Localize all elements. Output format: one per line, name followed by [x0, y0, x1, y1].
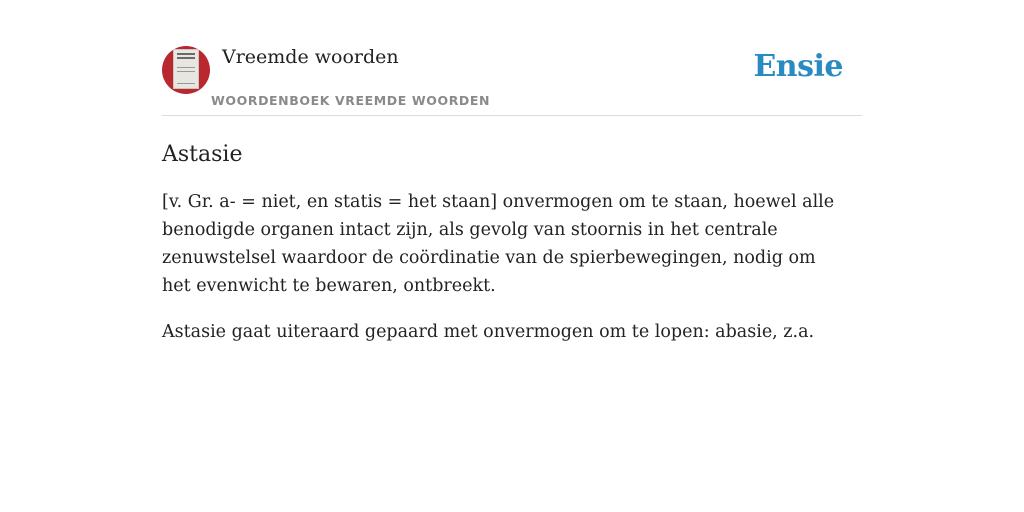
book-cover-icon — [173, 49, 199, 89]
dictionary-subtitle: WOORDENBOEK VREEMDE WOORDEN — [211, 93, 491, 108]
ensie-logo-link[interactable]: Ensie — [753, 49, 843, 84]
entry-paragraph: [v. Gr. a- = niet, en statis = het staan] onvermogen om te staan, hoewel alle benodigde organen intact zijn, als gevolg van stoornis in het centrale zenuwstelsel waardoor de coördinatie van de spierbewegingen, nodig om het evenwicht te bewaren, ontbreekt. — [162, 192, 835, 296]
dictionary-cover-logo-icon[interactable] — [162, 46, 210, 94]
entry-body — [162, 188, 862, 346]
page-container — [162, 40, 862, 346]
entry-title: Astasie — [162, 142, 243, 167]
entry-paragraph: Astasie gaat uiteraard gepaard met onvermogen om te lopen: abasie, z.a. — [162, 322, 815, 342]
site-header — [162, 40, 862, 116]
dictionary-title-link[interactable]: Vreemde woorden — [222, 46, 399, 68]
